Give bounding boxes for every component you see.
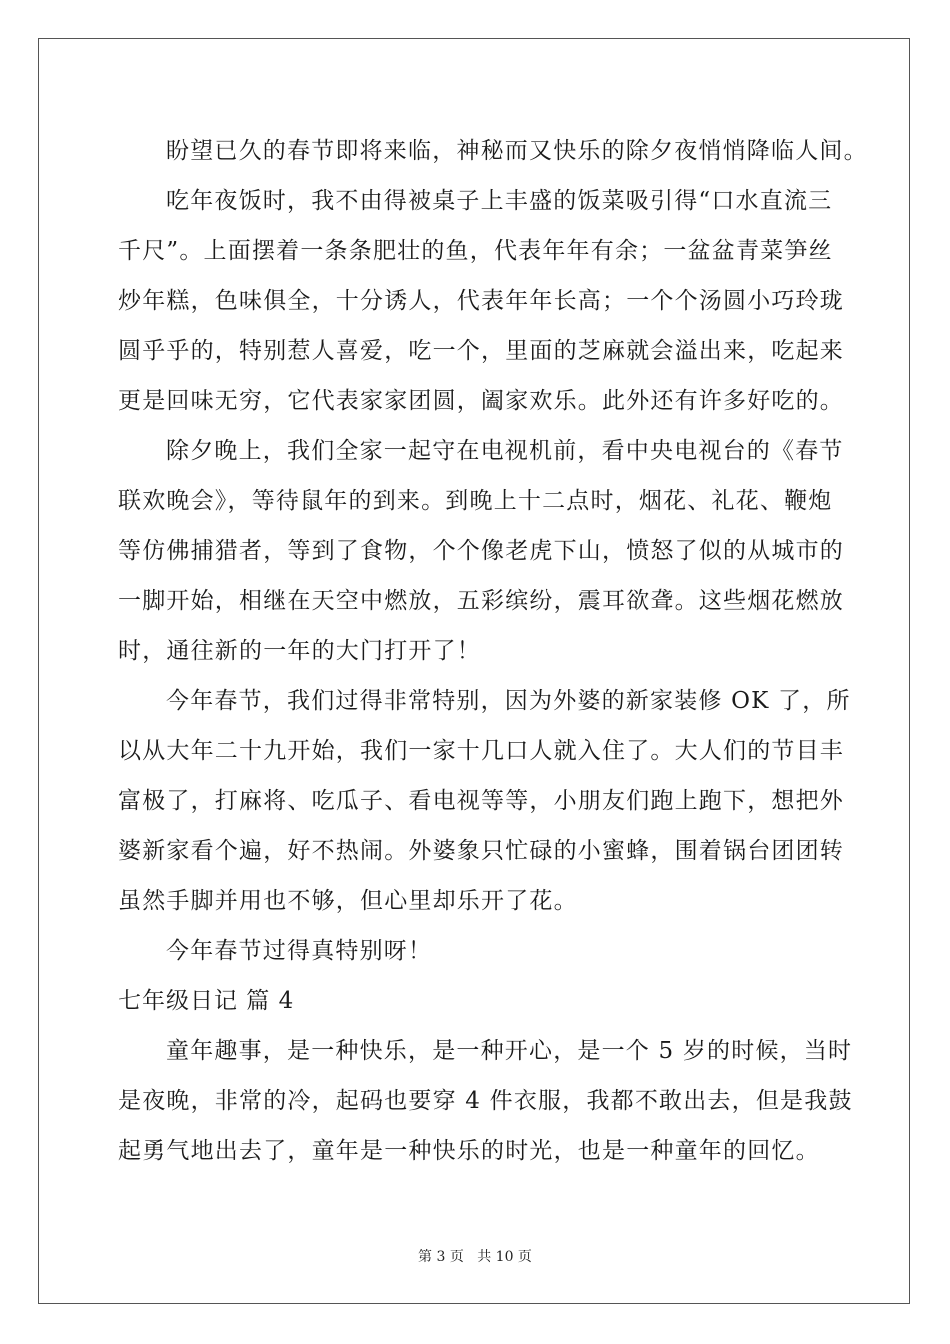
paragraph-line: 千尺”。上面摆着一条条肥壮的鱼，代表年年有余；一盆盆青菜笋丝 (118, 238, 833, 264)
section-heading: 七年级日记 篇 4 (118, 988, 295, 1014)
paragraph-line: 是夜晚，非常的冷，起码也要穿 4 件衣服，我都不敢出去，但是我鼓 (118, 1088, 853, 1114)
page-number: 第 3 页 (418, 1249, 464, 1265)
paragraph-line: 一脚开始，相继在天空中燃放，五彩缤纷，震耳欲聋。这些烟花燃放 (118, 588, 844, 614)
paragraph-line: 盼望已久的春节即将来临，神秘而又快乐的除夕夜悄悄降临人间。 (166, 138, 868, 164)
paragraph-line: 炒年糕，色味俱全，十分诱人，代表年年长高；一个个汤圆小巧玲珑 (118, 288, 844, 314)
paragraph-line: 除夕晚上，我们全家一起守在电视机前，看中央电视台的《春节 (166, 438, 844, 464)
paragraph-line: 时，通往新的一年的大门打开了！ (118, 638, 481, 664)
paragraph-line: 富极了，打麻将、吃瓜子、看电视等等，小朋友们跑上跑下，想把外 (118, 788, 844, 814)
paragraph-line: 更是回味无穷，它代表家家团圆，阖家欢乐。此外还有许多好吃的。 (118, 388, 844, 414)
paragraph-line: 今年春节过得真特别呀！ (166, 938, 433, 964)
paragraph-line: 以从大年二十九开始，我们一家十几口人就入住了。大人们的节目丰 (118, 738, 844, 764)
document-body (118, 126, 868, 1176)
paragraph-line: 等仿佛捕猎者，等到了食物，个个像老虎下山，愤怒了似的从城市的 (118, 538, 844, 564)
paragraph-line: 童年趣事，是一种快乐，是一种开心，是一个 5 岁的时候，当时 (166, 1038, 853, 1064)
paragraph-line: 今年春节，我们过得非常特别，因为外婆的新家装修 OK 了，所 (166, 688, 851, 714)
paragraph-line: 联欢晚会》，等待鼠年的到来。到晚上十二点时，烟花、礼花、鞭炮 (118, 488, 833, 514)
page-total: 共 10 页 (477, 1249, 532, 1265)
paragraph-line: 吃年夜饭时，我不由得被桌子上丰盛的饭菜吸引得“口水直流三 (166, 188, 833, 214)
paragraph-line: 圆乎乎的，特别惹人喜爱，吃一个，里面的芝麻就会溢出来，吃起来 (118, 338, 844, 364)
paragraph-line: 婆新家看个遍，好不热闹。外婆象只忙碌的小蜜蜂，围着锅台团团转 (118, 838, 844, 864)
paragraph-line: 虽然手脚并用也不够，但心里却乐开了花。 (118, 888, 578, 914)
page-footer (0, 1247, 950, 1267)
paragraph-line: 起勇气地出去了，童年是一种快乐的时光，也是一种童年的回忆。 (118, 1138, 820, 1164)
